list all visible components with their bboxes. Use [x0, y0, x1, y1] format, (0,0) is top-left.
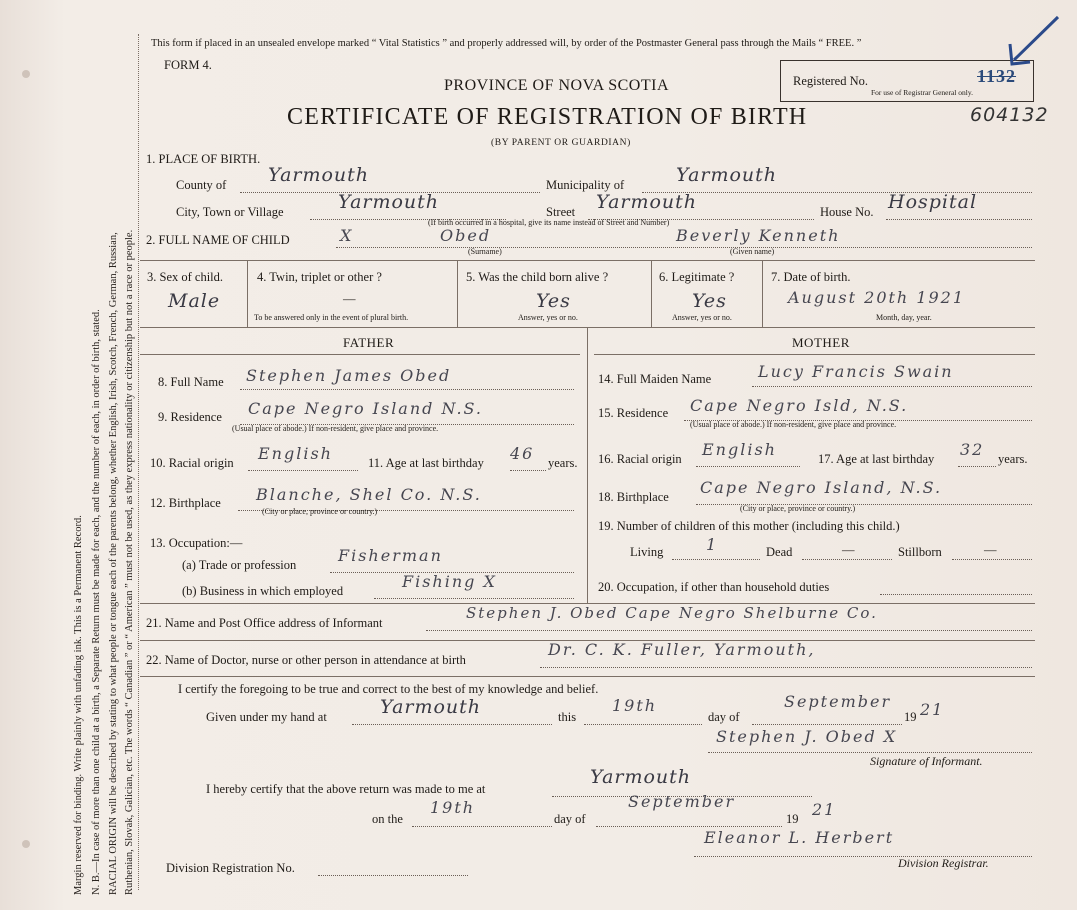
mother-age-line — [958, 466, 996, 467]
father-years: years. — [548, 456, 578, 470]
legitimate-value: Yes — [692, 290, 727, 312]
doctor-value: Dr. C. K. Fuller, Yarmouth, — [548, 640, 816, 659]
legitimate-note: Answer, yes or no. — [672, 313, 732, 322]
parent-divider — [587, 327, 588, 603]
given-day-line — [584, 724, 702, 725]
registrar-caption: Division Registrar. — [898, 856, 989, 870]
child-name-line — [336, 247, 1032, 248]
mother-name-label: 14. Full Maiden Name — [598, 372, 712, 386]
binding-margin-line — [138, 34, 139, 890]
father-name-label: 8. Full Name — [158, 375, 224, 389]
mother-occupation-line — [880, 594, 1032, 595]
registered-number: 1132 — [977, 66, 1017, 86]
father-birthplace: Blanche, Shel Co. N.S. — [256, 485, 482, 504]
registered-label: Registered No. — [793, 74, 868, 88]
father-residence-label: 9. Residence — [158, 410, 222, 424]
dead-label: Dead — [766, 545, 793, 559]
surname-caption: (Surname) — [468, 247, 502, 256]
informant-signature-caption: Signature of Informant. — [870, 754, 983, 768]
mother-heading-rule — [594, 354, 1035, 355]
registrar-month: September — [628, 792, 736, 811]
given-month: September — [784, 692, 892, 711]
doctor-label: 22. Name of Doctor, nurse or other person in attendance at birth — [146, 653, 466, 667]
informant-signature-line — [708, 752, 1032, 753]
stillborn-value: — — [984, 543, 997, 557]
dob-value: August 20th 1921 — [788, 288, 966, 307]
legitimate-label: 6. Legitimate ? — [659, 270, 735, 284]
given-month-line — [752, 724, 902, 725]
informant-value: Stephen J. Obed Cape Negro Shelburne Co. — [466, 604, 878, 622]
stillborn-line — [952, 559, 1032, 560]
father-heading: FATHER — [343, 335, 395, 350]
margin-note-4: Ruthenian, Slovak, Galician, etc. The words “ Canadian ” or “ American ” must not be used, as they express nationality or citizenship but not a race or people. — [124, 229, 135, 895]
mother-name: Lucy Francis Swain — [758, 362, 954, 381]
informant-label: 21. Name and Post Office address of Informant — [146, 616, 383, 630]
child-mark: X — [340, 226, 354, 245]
living-value: 1 — [706, 535, 719, 554]
mother-racial-label: 16. Racial origin — [598, 452, 682, 466]
mother-residence-note: (Usual place of abode.) If non-resident, give place and province. — [690, 420, 897, 429]
living-label: Living — [630, 545, 664, 559]
col-divider — [247, 260, 248, 327]
father-residence-note: (Usual place of abode.) If non-resident, give place and province. — [232, 424, 439, 433]
col-divider — [457, 260, 458, 327]
child-surname: Obed — [440, 226, 492, 245]
registrar-signature: Eleanor L. Herbert — [704, 828, 895, 847]
father-birthplace-label: 12. Birthplace — [150, 496, 221, 510]
mother-age: 32 — [960, 440, 985, 459]
mother-racial-line — [696, 466, 800, 467]
informant-signature: Stephen J. Obed X — [716, 727, 898, 746]
registrar-year-prefix: 19 — [786, 812, 799, 826]
dob-label: 7. Date of birth. — [771, 270, 851, 284]
child-given-name: Beverly Kenneth — [676, 226, 841, 245]
this-label: this — [558, 710, 577, 724]
mother-residence-label: 15. Residence — [598, 406, 669, 420]
col-divider — [762, 260, 763, 327]
row-divider — [140, 260, 1035, 261]
division-registration-line — [318, 875, 468, 876]
twin-label: 4. Twin, triplet or other ? — [257, 270, 382, 284]
given-place: Yarmouth — [380, 696, 482, 718]
father-age: 46 — [510, 444, 535, 463]
municipality-label: Municipality of — [546, 178, 625, 192]
alive-note: Answer, yes or no. — [518, 313, 578, 322]
twin-note: To be answered only in the event of plural birth. — [254, 313, 409, 322]
father-racial-line — [248, 470, 358, 471]
dead-line — [802, 559, 892, 560]
binding-hole — [22, 70, 30, 78]
father-occupation-label: 13. Occupation:— — [150, 536, 243, 550]
stamp-number: 604132 — [970, 104, 1049, 126]
dob-note: Month, day, year. — [876, 313, 932, 322]
mother-name-line — [752, 386, 1032, 387]
father-business-line — [374, 598, 574, 599]
street-label: Street — [546, 205, 576, 219]
mother-residence: Cape Negro Isld, N.S. — [690, 396, 909, 415]
doctor-line — [540, 667, 1032, 668]
division-registration-label: Division Registration No. — [166, 861, 295, 875]
father-name: Stephen James Obed — [246, 366, 452, 385]
registrar-dayof-label: day of — [554, 812, 586, 826]
postal-notice: This form if placed in an unsealed envelope marked “ Vital Statistics ” and properly addressed will, by order of the Postmaster General pass through the Mails “ FREE. ” — [151, 38, 862, 49]
father-business: Fishing X — [402, 572, 497, 591]
registrar-year: 21 — [812, 800, 837, 819]
mother-birthplace: Cape Negro Island, N.S. — [700, 478, 943, 497]
house-line — [886, 219, 1032, 220]
twin-value: — — [343, 292, 356, 306]
father-birthplace-note: (City or place, province or country.) — [262, 507, 378, 516]
father-heading-rule — [140, 354, 580, 355]
document-title: CERTIFICATE OF REGISTRATION OF BIRTH — [287, 104, 808, 130]
father-racial: English — [258, 444, 333, 463]
margin-note-1: Margin reserved for binding. Write plainly with unfading ink. This is a Permanent Record. — [73, 515, 84, 895]
registrar-place: Yarmouth — [590, 766, 692, 788]
child-name-label: 2. FULL NAME OF CHILD — [146, 233, 290, 247]
father-age-label: 11. Age at last birthday — [368, 456, 484, 470]
registrar-day-line — [412, 826, 552, 827]
city-label: City, Town or Village — [176, 205, 284, 219]
county-value: Yarmouth — [268, 164, 370, 186]
given-caption: (Given name) — [730, 247, 775, 256]
hospital-note: (If birth occurred in a hospital, give its name instead of Street and Number) — [428, 218, 670, 227]
county-label: County of — [176, 178, 227, 192]
mother-birthplace-note: (City or place, province or country.) — [740, 504, 856, 513]
given-dayof-label: day of — [708, 710, 740, 724]
mother-heading: MOTHER — [792, 335, 850, 350]
given-year: 21 — [920, 700, 945, 719]
given-year-prefix: 19 — [904, 710, 917, 724]
mother-occupation-label: 20. Occupation, if other than household duties — [598, 580, 830, 594]
given-place-line — [352, 724, 552, 725]
binding-hole — [22, 840, 30, 848]
margin-note-3: RACIAL ORIGIN will be described by stating to what people or tongue each of the parents belong, whether English, Irish, Scotch, French, German, Russian, — [108, 232, 119, 895]
mother-racial: English — [702, 440, 777, 459]
living-line — [672, 559, 760, 560]
province-heading: PROVINCE OF NOVA SCOTIA — [444, 77, 670, 94]
father-name-line — [240, 389, 574, 390]
stillborn-label: Stillborn — [898, 545, 942, 559]
mother-years: years. — [998, 452, 1028, 466]
registrar-day: 19th — [430, 798, 476, 817]
margin-note-2: N. B.—In case of more than one child at a birth, a Separate Return must be made for each, and the number of each, in order of birth, stated. — [91, 309, 102, 895]
place-heading: 1. PLACE OF BIRTH. — [146, 152, 261, 166]
arrow-mark-icon — [1000, 14, 1062, 70]
street-value: Yarmouth — [596, 191, 698, 213]
mother-children-label: 19. Number of children of this mother (including this child.) — [598, 519, 900, 533]
registered-note: For use of Registrar General only. — [871, 88, 973, 97]
registrar-month-line — [596, 826, 782, 827]
father-trade-label: (a) Trade or profession — [182, 558, 297, 572]
father-racial-label: 10. Racial origin — [150, 456, 234, 470]
alive-label: 5. Was the child born alive ? — [466, 270, 609, 284]
father-trade: Fisherman — [338, 546, 443, 565]
dead-value: — — [842, 543, 855, 557]
alive-value: Yes — [536, 290, 571, 312]
registered-box — [780, 60, 1034, 102]
certify-text: I certify the foregoing to be true and correct to the best of my knowledge and belief. — [178, 682, 599, 696]
city-value: Yarmouth — [338, 191, 440, 213]
house-value: Hospital — [888, 191, 978, 213]
father-residence: Cape Negro Island N.S. — [248, 399, 484, 418]
mother-age-label: 17. Age at last birthday — [818, 452, 935, 466]
informant-line — [426, 630, 1032, 631]
given-day: 19th — [612, 696, 658, 715]
father-business-label: (b) Business in which employed — [182, 584, 344, 598]
registrar-text: I hereby certify that the above return was made to me at — [206, 782, 486, 796]
municipality-value: Yarmouth — [676, 164, 778, 186]
registrar-on-label: on the — [372, 812, 403, 826]
house-label: House No. — [820, 205, 874, 219]
sex-label: 3. Sex of child. — [147, 270, 224, 284]
col-divider — [651, 260, 652, 327]
form-number: FORM 4. — [164, 58, 212, 72]
mother-birthplace-label: 18. Birthplace — [598, 490, 669, 504]
given-label: Given under my hand at — [206, 710, 327, 724]
sex-value: Male — [168, 290, 221, 312]
section-divider — [140, 676, 1035, 677]
document-subtitle: (BY PARENT OR GUARDIAN) — [491, 138, 631, 148]
father-age-line — [510, 470, 546, 471]
